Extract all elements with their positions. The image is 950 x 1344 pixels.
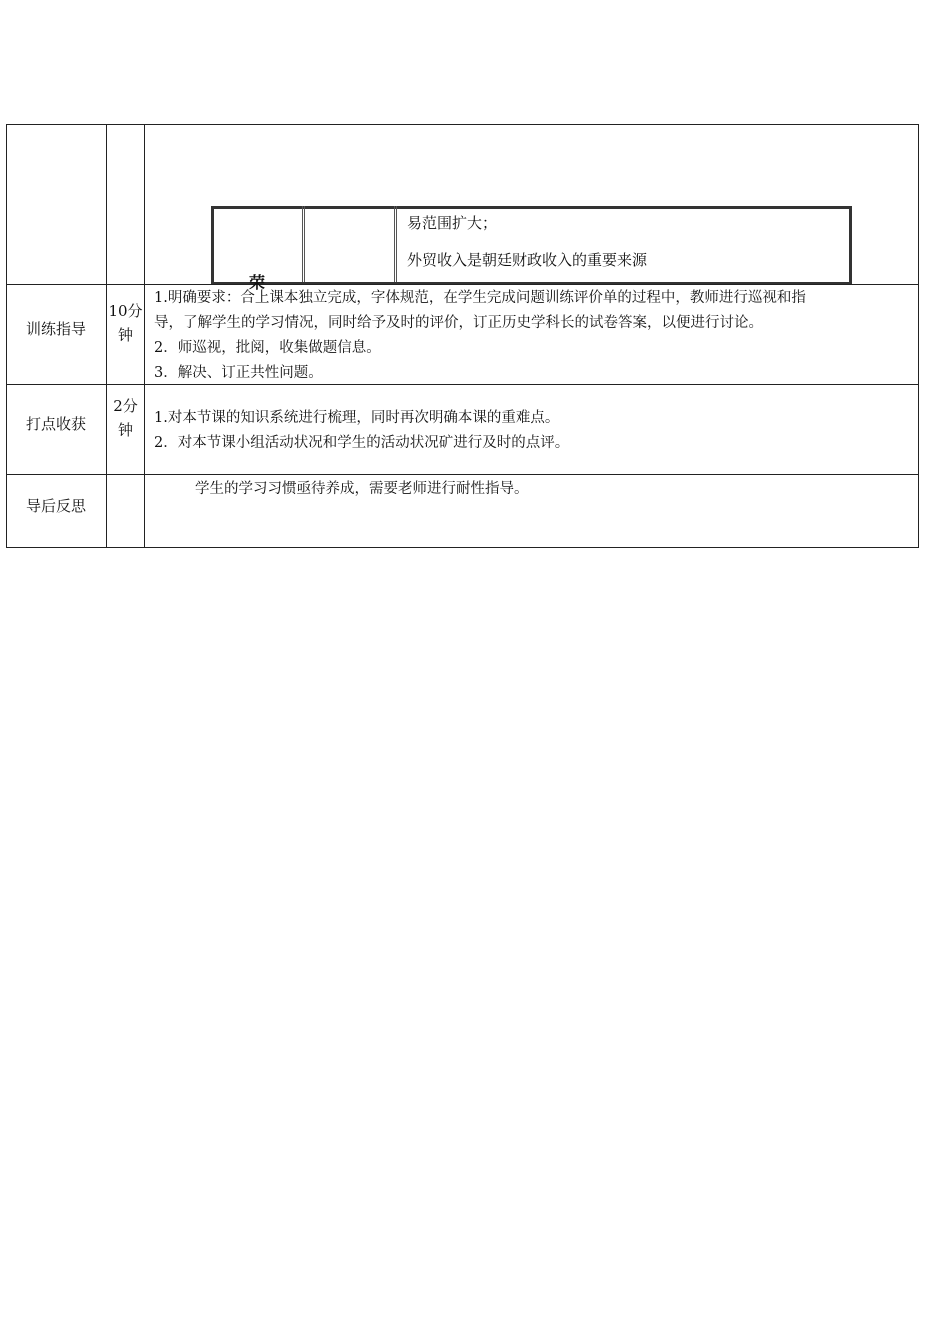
- nested-table-divider: [302, 206, 305, 284]
- nested-cell-line: 易范围扩大；: [407, 214, 498, 232]
- nested-cell-line: 外贸收入是朝廷财政收入的重要来源: [407, 251, 648, 269]
- reflection-text: 学生的学习习惯亟待养成，需要老师进行耐性指导。: [195, 481, 529, 497]
- nested-table-divider: [394, 206, 397, 284]
- row-label-reflection: 导后反思: [25, 497, 86, 515]
- row-time-training: 10分钟: [108, 302, 143, 344]
- nested-table-bottom-border: [211, 282, 852, 284]
- row-label-training: 训练指导: [25, 320, 86, 338]
- nested-table: [211, 206, 852, 284]
- summary-line: 1.对本节课的知识系统进行梳理，同时再次明确本课的重难点。: [154, 410, 560, 426]
- summary-line: 2．对本节课小组活动状况和学生的活动状况矿进行及时的点评。: [154, 435, 570, 451]
- row-divider-2: [6, 384, 919, 385]
- training-line: 1.明确要求：合上课本独立完成，字体规范，在学生完成问题训练评价单的过程中，教师进行巡视和指: [154, 290, 806, 306]
- row-label-summary: 打点收获: [25, 415, 86, 433]
- training-line: 2．师巡视，批阅，收集做题信息。: [154, 340, 381, 356]
- row-divider-1: [6, 284, 919, 285]
- nested-cell-cut-char: 荣: [249, 273, 266, 292]
- training-line: 3．解决、订正共性问题。: [154, 365, 323, 381]
- row-divider-3: [6, 474, 919, 475]
- row-time-summary: 2分钟: [113, 397, 138, 439]
- training-line: 导，了解学生的学习情况，同时给予及时的评价，订正历史学科长的试卷答案，以便进行讨论。: [154, 315, 763, 331]
- column-divider-time: [144, 124, 145, 548]
